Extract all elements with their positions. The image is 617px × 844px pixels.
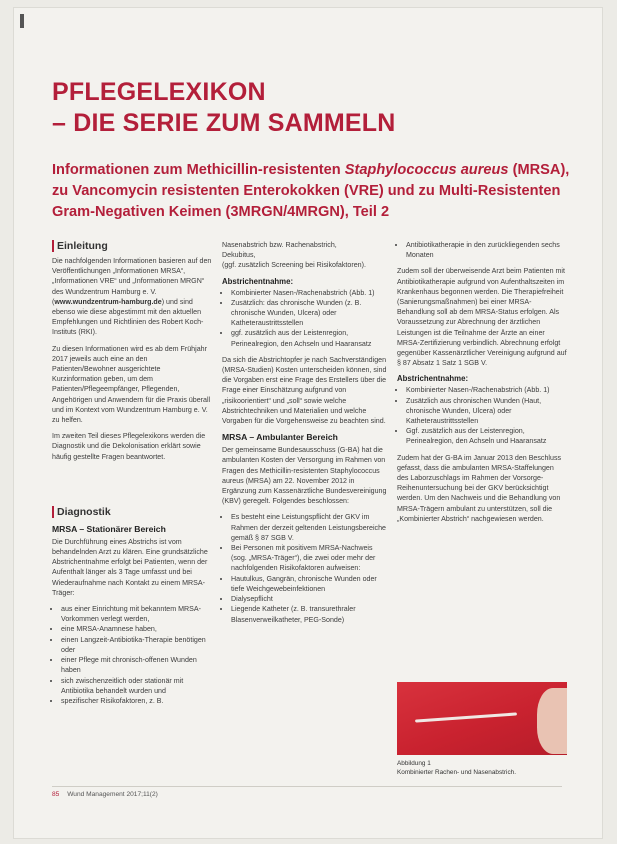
abstrich-list-1 [222, 288, 387, 349]
swab-photo [397, 682, 567, 755]
list-item: • Kombinierter Nasen-/Rachenabstrich (Abb. 1) [231, 288, 387, 298]
subtitle-part-2: (MRSA), zu Vancomycin resistenten Enterokokken (VRE) und zu Multi-Resistenten Gram-Negativen Keimen (3MRGN/4MRGN), Teil 2 [52, 162, 570, 220]
subtitle-part-1: Informationen zum Methicillin-resistenten [52, 162, 345, 178]
einleitung-paragraph-3: Im zweiten Teil dieses Pflegelexikons werden die Diagnostik und die Dekolonisation erklärt sowie häufig gestellte Fragen beantwortet. [52, 432, 206, 461]
col3-paragraph-1: Zudem soll der überweisende Arzt beim Patienten mit Antibiotikatherapie aufgrund von Aufenthaltszeiten im Krankenhaus begonnen werden. Die Therapiefreiheit (Sanierungsmaßnahmen) bei einer MRSA-Behandlung soll ab dem MRSA-Status erfolgen. Als Voraussetzung zur Abrechnung der ärztlichen Leistungen ist die Teilnahme der Ärzte an einer MRSA-Zertifizierung verbindlich. Abrechnung erfolgt gegenüber Kassenärztlicher Vereinigung aufgrund auf § 87 Absatz 1 Satz 1 SGB V. [397, 267, 567, 368]
col2-paragraph-mid: Da sich die Abstrichtopfer je nach Sachverständigen (MRSA-Studien) Kosten unterscheiden können, sind die Vorgaben erst eine Frage des Erstellers über die Frage einer Einschätzung aufgrund von „risikoorientiert“ und „soll“ sowie welche Abstrichtechniken und Materialien und welche Vorgaben für die Vorgehensweise zu beachten sind. [222, 355, 387, 426]
intro-item: (ggf. zusätzlich Screening bei Risikofaktoren). [222, 261, 366, 270]
caption-text: Kombinierter Rachen- und Nasenabstrich. [397, 768, 516, 776]
list-item: • Dialysepflicht [231, 594, 387, 604]
subheading-abstrichentnahme-2: Abstrichentnahme: [397, 374, 469, 384]
einleitung-text-a: Die nachfolgenden Informationen basieren auf den Veröffentlichungen „Informationen MRSA“, „Informationen VRE“ und „Informationen MRGN“ des Wundzentrum Hamburg e. V. ( [52, 257, 212, 306]
col3-paragraph-2: Zudem hat der G-BA im Januar 2013 den Beschluss gefasst, dass die ambulanten MRSA-Staffelungen des Laborzuschlags im Rahmen der Vorsorge-Reihenuntersuchung bei der GKV berücksichtigt werden. Um den Nachweis und die Behandlung von MRSA-Trägern ambulant zu unterstützen, soll die „Kombinierter Abstrich“ nachgewiesen werden. [397, 453, 562, 523]
page-number: 85 [52, 791, 60, 798]
abstrich-list-2 [397, 385, 567, 446]
title-line-1: PFLEGELEXIKON [52, 78, 266, 106]
list-item: • Zusätzlich aus chronischen Wunden (Haut, chronische Wunden, Ulcera) oder Katheteraustrittsstellen [406, 396, 567, 427]
list-item: • Kombinierter Nasen-/Rachenabstrich (Abb. 1) [406, 385, 567, 395]
section-heading-einleitung: Einleitung [52, 240, 212, 252]
subheading-mrsa-ambulant: MRSA – Ambulanter Bereich [222, 432, 338, 443]
list-item: • ggf. zusätzlich aus der Leistenregion, Perinealregion, den Achseln und Haaransatz [231, 328, 387, 348]
einleitung-text-b: ) und sind ebenso wie diese abgestimmt mit den aktuellen Empfehlungen und Richtlinien des Robert Koch-Instituts (RKI). [52, 297, 204, 337]
list-item: • Liegende Katheter (z. B. transurethraler Blasenverweilkatheter, PEG-Sonde) [231, 604, 387, 624]
subheading-abstrichentnahme-1: Abstrichentnahme: [222, 276, 294, 286]
wundzentrum-link[interactable]: www.wundzentrum-hamburg.de [54, 297, 162, 306]
list-item: • sich zwischenzeitlich oder stationär mit Antibiotika behandelt wurden und [61, 676, 212, 696]
subtitle-italic: Staphylococcus aureus [344, 162, 509, 178]
column-1 [52, 240, 212, 712]
list-item: • Antibiotikatherapie in den zurückliegenden sechs Monaten [406, 240, 567, 260]
list-item: • spezifischer Risikofaktoren, z. B. [61, 696, 212, 706]
article-title [52, 77, 396, 139]
einleitung-paragraph-2: Zu diesen Informationen wird es ab dem Frühjahr 2017 jeweils auch eine an den Patienten/Bewohner ausgerichtete Kurzinformation geben, um dem Patienten/Pflegeempfänger, Pflegenden, Angehörigen und Anwendern für die Praxis überall und im Kontext vom Wundzentrum Hamburg e. V. zu helfen. [52, 344, 211, 425]
list-item: • Hautulkus, Gangrän, chronische Wunden oder tiefe Weichgewebeinfektionen [231, 574, 387, 594]
patient-face [537, 688, 567, 754]
einleitung-paragraph-1 [52, 256, 212, 338]
page-corner-mark [20, 14, 24, 28]
list-item: • Zusätzlich: das chronische Wunden (z. B. chronische Wunden, Ulcera) oder Katheteraustrittsstellen [231, 298, 387, 329]
footer-rule [52, 786, 562, 787]
figure-caption [397, 760, 577, 777]
intro-item: Nasenabstrich bzw. Rachenabstrich, [222, 241, 337, 249]
subheading-mrsa-stationaer: MRSA – Stationärer Bereich [52, 523, 166, 534]
list-item: • einen Langzeit-Antibiotika-Therapie benötigen oder [61, 635, 212, 655]
column-3 [397, 240, 567, 530]
risk-list [52, 604, 212, 706]
intro-items [222, 240, 387, 271]
section-heading-diagnostik: Diagnostik [52, 506, 212, 518]
swab-stick [415, 712, 517, 722]
intro-item: Dekubitus, [222, 251, 256, 260]
title-line-2: – DIE SERIE ZUM SAMMELN [52, 109, 396, 137]
list-item: • Bei Personen mit positivem MRSA-Nachweis (sog. „MRSA-Träger“), die zwei oder mehr der nachfolgenden Risikofaktoren aufweisen: [231, 543, 387, 574]
journal-reference: Wund Management 2017;11(2) [67, 791, 158, 798]
list-item: • aus einer Einrichtung mit bekanntem MRSA-Vorkommen verlegt werden, [61, 604, 212, 624]
article-subtitle [52, 160, 582, 223]
mrsa-ambulant-paragraph: Der gemeinsame Bundesausschuss (G-BA) hat die ambulanten Kosten der Versorgung im Rahmen von Fragen des Methicillin-resistenten Staphylococcus aureus (MRSA) am 22. November 2012 in Ergänzung zum Kassenärztliche Bundesvereinigung (KBV) geregelt. Folgendes beschlossen: [222, 446, 387, 506]
mrsa-stationaer-paragraph: Die Durchführung eines Abstrichs ist vom behandelnden Arzt zu klären. Eine grundsätzliche Abstrichentnahme erfolgt bei Patienten, wenn der Aufenthalt länger als 3 Tage umfasst und bei Wiederaufnahme nach Kontakt zu einem MRSA-Träger: [52, 537, 208, 597]
list-item: • Es besteht eine Leistungspflicht der GKV im Rahmen der derzeit geltenden Leistungsbereiche gemäß § 87 SGB V. [231, 512, 387, 543]
column-2 [222, 240, 387, 631]
top-list [397, 240, 567, 260]
page-footer [52, 791, 158, 798]
list-item: • einer Pflege mit chronisch-offenen Wunden haben [61, 655, 212, 675]
caption-label: Abbildung 1 [397, 760, 431, 767]
ambulant-list [222, 512, 387, 624]
list-item: • Ggf. zusätzlich aus der Leistenregion, Perinealregion, den Achseln und Haaransatz [406, 426, 567, 446]
list-item: • eine MRSA-Anamnese haben, [61, 624, 212, 634]
